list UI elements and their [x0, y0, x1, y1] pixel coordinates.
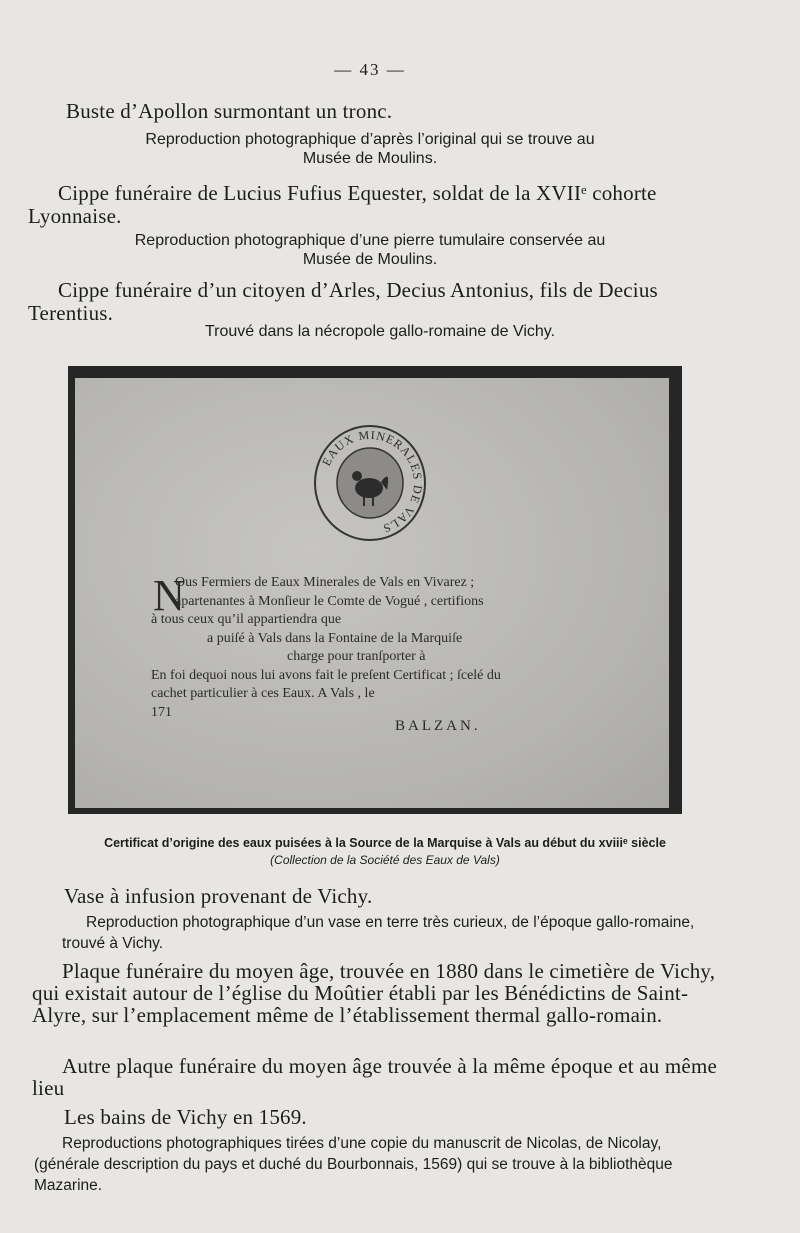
seal-text: EAUX MINERALES DE VALS	[319, 427, 426, 536]
certificate-text	[151, 571, 571, 722]
plaque-1-title: Plaque funéraire du moyen âge, trouvée en 1880 dans le cimetière de Vichy, qui existait autour de l’église du Moûtier établi par les Bénédictins de Saint-Alyre, sur l’emplacement même de l’établissement thermal gallo-romain.	[32, 959, 716, 1027]
certificate-plate	[68, 366, 682, 814]
bains-note: Reproductions photographiques tirées d’une copie du manuscrit de Nicolas, de Nicolay, (générale description du pays et duché du Bourbonnais, 1569) qui se trouve à la bibliothèque Mazarine.	[34, 1135, 673, 1194]
item-note-apollon-2: Musée de Moulins.	[302, 150, 438, 167]
figure-caption-source: (Collection de la Société des Eaux de Vals)	[270, 853, 500, 867]
certificate-line: cachet particulier à ces Eaux. A Vals , le	[151, 686, 375, 701]
certificate-line: Ous Fermiers de Eaux Minerales de Vals en Vivarez ;	[175, 575, 475, 590]
item-note-cippe-fufius-2: Musée de Moulins.	[302, 251, 438, 268]
figure-caption: Certificat d’origine des eaux puisées à la Source de la Marquise à Vals au début du xviiiᵉ siècle	[104, 836, 666, 850]
certificate-line: En foi dequoi nous lui avons fait le preſent Certificat ; ſcelé du	[151, 667, 501, 683]
page-number: — 43 —	[334, 60, 406, 79]
certificate-line: apartenantes à Monſieur le Comte de Vogué , certifions	[175, 593, 484, 609]
vase-title: Vase à infusion provenant de Vichy.	[64, 884, 373, 908]
certificate-dropcap: N	[153, 571, 185, 620]
item-title-apollon: Buste d’Apollon surmontant un tronc.	[66, 99, 393, 123]
item-note-cippe-fufius: Reproduction photographique d’une pierre tumulaire conservée au	[134, 232, 606, 249]
bains-title: Les bains de Vichy en 1569.	[64, 1105, 307, 1129]
vase-note: Reproduction photographique d’un vase en terre très curieux, de l’époque gallo-romaine, trouvé à Vichy.	[62, 914, 695, 952]
item-title-cippe-fufius: Cippe funéraire de Lucius Fufius Equester, soldat de la XVIIᵉ cohorte Lyonnaise.	[28, 181, 657, 228]
item-note-cippe-arles: Trouvé dans la nécropole gallo-romaine de Vichy.	[204, 323, 556, 340]
item-note-apollon: Reproduction photographique d’après l’original qui se trouve au	[145, 131, 595, 148]
certificate-line: a puiſé à Vals dans la Fontaine de la Marquiſe	[207, 630, 463, 646]
certificate-paper	[75, 378, 669, 808]
plaque-2-title: Autre plaque funéraire du moyen âge trouvée à la même époque et au même lieu	[32, 1054, 717, 1100]
certificate-line: 171	[151, 704, 172, 720]
item-title-cippe-arles: Cippe funéraire d’un citoyen d’Arles, Decius Antonius, fils de Decius Terentius.	[28, 278, 658, 325]
certificate-line: à tous ceux qu’il appartiendra que	[151, 612, 342, 627]
certificate-signature: BALZAN.	[395, 718, 481, 734]
certificate-line: charge pour tranſporter à	[287, 649, 426, 664]
rooster-seal-icon	[311, 424, 429, 542]
